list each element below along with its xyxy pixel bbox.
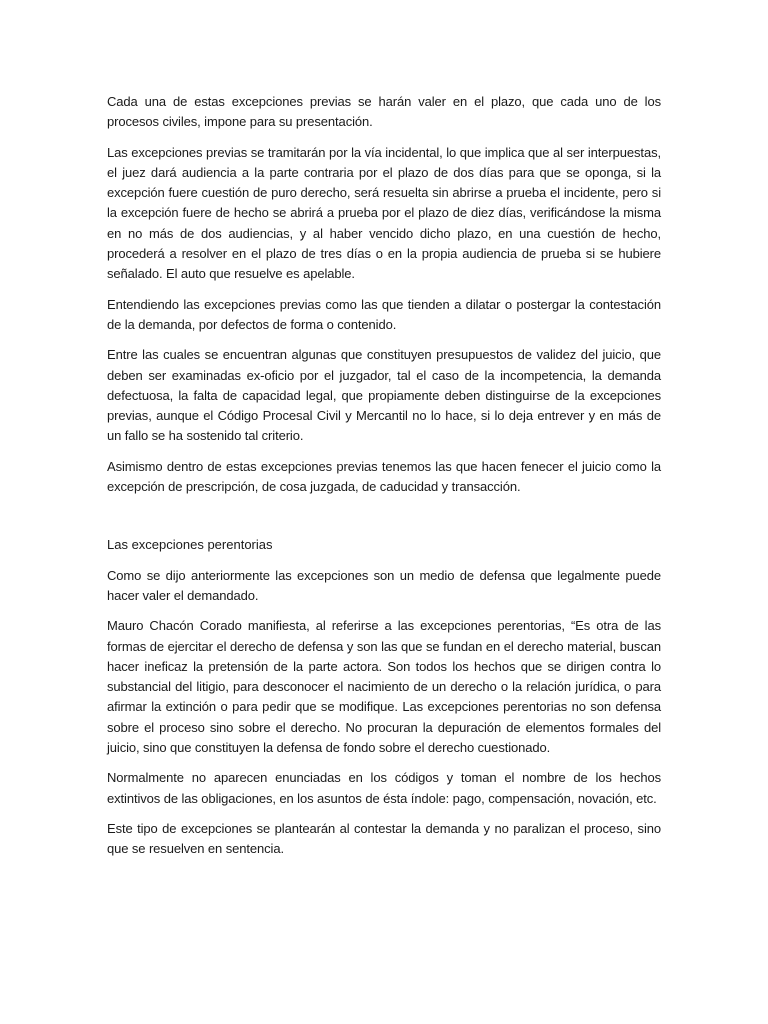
section-heading: Las excepciones perentorias	[107, 537, 273, 553]
paragraph-tramite: Las excepciones previas se tramitarán por la vía incidental, lo que implica que al ser interpuestas, el juez dará audiencia a la parte contraria por el plazo de dos días para que se oponga, si la excepción fuere cuestión de puro derecho, será resuelta sin abrirse a prueba el incidente, pero si la excepción fuere de hecho se abrirá a prueba por el plazo de diez días, verificándose la misma en no más de dos audiencias, y al haber vencido dicho plazo, en una cuestión de hecho, procederá a resolver en el plazo de tres días o en la propia audiencia de prueba si se hubiere señalado. El auto que resuelve es apelable.	[107, 144, 661, 282]
paragraph-medio-defensa: Como se dijo anteriormente las excepciones son un medio de defensa que legalmente puede hacer valer el demandado.	[107, 567, 661, 603]
paragraph-definicion: Entendiendo las excepciones previas como las que tienden a dilatar o postergar la contestación de la demanda, por defectos de forma o contenido.	[107, 296, 661, 332]
document-page	[107, 92, 661, 870]
paragraph-presupuestos: Entre las cuales se encuentran algunas que constituyen presupuestos de validez del juicio, que deben ser examinadas ex-oficio por el juzgador, tal el caso de la incompetencia, la demanda defectuosa, la falta de capacidad legal, que propiamente deben distinguirse de la excepciones previas, aunque el Código Procesal Civil y Mercantil no lo hace, si lo deja entrever y en más de un fallo se ha sostenido tal criterio.	[107, 347, 661, 444]
paragraph-plazo: Cada una de estas excepciones previas se harán valer en el plazo, que cada uno de los procesos civiles, impone para su presentación.	[107, 94, 661, 130]
paragraph-fenecer: Asimismo dentro de estas excepciones previas tenemos las que hacen fenecer el juicio como la excepción de prescripción, de cosa juzgada, de caducidad y transacción.	[107, 458, 661, 495]
paragraph-cita-chacon: Mauro Chacón Corado manifiesta, al referirse a las excepciones perentorias, “Es otra de las formas de ejercitar el derecho de defensa y son las que se fundan en el derecho material, buscan hacer ineficaz la pretensión de la parte actora. Son todos los hechos que se dirigen contra lo substancial del litigio, para desconocer el nacimiento de un derecho o la relación jurídica, o para afirmar la extinción o para pedir que se modifique. Las excepciones perentorias no son defensa sobre el proceso sino sobre el derecho. No procuran la depuración de elementos formales del juicio, sino que constituyen la defensa de fondo sobre el derecho cuestionado.	[107, 618, 661, 756]
paragraph-codigos: Normalmente no aparecen enunciadas en los códigos y toman el nombre de los hechos extintivos de las obligaciones, en los asuntos de ésta índole: pago, compensación, novación, etc.	[107, 770, 661, 806]
paragraph-contestar: Este tipo de excepciones se plantearán al contestar la demanda y no paralizan el proceso, sino que se resuelven en sentencia.	[107, 820, 661, 857]
